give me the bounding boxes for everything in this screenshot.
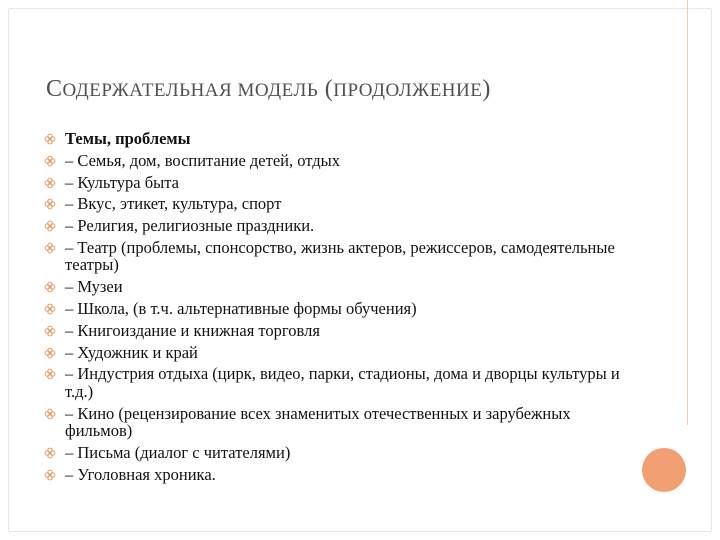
list-item <box>44 405 634 440</box>
flower-bullet-icon <box>44 347 56 359</box>
list-item <box>44 322 634 340</box>
list-item-text: – Театр (проблемы, спонсорство, жизнь актеров, режиссеров, самодеятельные театры) <box>65 237 615 275</box>
list-item <box>44 217 634 235</box>
title-paren-close: ) <box>482 76 491 102</box>
list-item-text: – Индустрия отдыха (цирк, видео, парки, стадионы, дома и дворцы культуры и т.д.) <box>65 364 620 401</box>
list-item <box>44 444 634 462</box>
list-item-text: – Вкус, этикет, культура, спорт <box>65 194 282 214</box>
list-item-text: – Уголовная хроника. <box>65 464 216 484</box>
decorative-orange-circle <box>642 448 686 492</box>
list-item-text: Темы, проблемы <box>65 129 191 148</box>
title-paren-text: ПРОДОЛЖЕНИЕ <box>333 80 483 101</box>
flower-bullet-icon <box>44 303 56 315</box>
title-main: ОДЕРЖАТЕЛЬНАЯ МОДЕЛЬ <box>62 80 319 101</box>
list-item-text: – Книгоиздание и книжная торговля <box>65 320 320 340</box>
topic-list <box>44 130 634 488</box>
flower-bullet-icon <box>44 220 56 232</box>
flower-bullet-icon <box>44 133 56 145</box>
flower-bullet-icon <box>44 242 56 254</box>
list-item <box>44 365 634 400</box>
flower-bullet-icon <box>44 281 56 293</box>
list-item <box>44 466 634 484</box>
flower-bullet-icon <box>44 408 56 420</box>
list-item <box>44 300 634 318</box>
list-item-text: – Семья, дом, воспитание детей, отдых <box>65 150 340 170</box>
flower-bullet-icon <box>44 155 56 167</box>
list-item <box>44 174 634 192</box>
flower-bullet-icon <box>44 447 56 459</box>
title-initial: С <box>46 76 63 102</box>
list-item-text: – Религия, религиозные праздники. <box>65 216 315 236</box>
list-item <box>44 239 634 274</box>
list-item-text: – Художник и край <box>65 342 198 362</box>
list-item <box>44 195 634 213</box>
title-paren-open: ( <box>318 76 334 102</box>
list-item-text: – Письма (диалог с читателями) <box>65 443 291 463</box>
list-item <box>44 152 634 170</box>
flower-bullet-icon <box>44 198 56 210</box>
flower-bullet-icon <box>44 469 56 481</box>
list-item <box>44 130 634 148</box>
list-item-text: – Музеи <box>65 277 123 297</box>
list-item-text: – Школа, (в т.ч. альтернативные формы обучения) <box>65 299 417 319</box>
list-item-text: – Кино (рецензирование всех знаменитых отечественных и зарубежных фильмов) <box>65 403 571 441</box>
flower-bullet-icon <box>44 177 56 189</box>
decorative-vertical-line <box>687 0 688 425</box>
flower-bullet-icon <box>44 368 56 380</box>
flower-bullet-icon <box>44 325 56 337</box>
list-item <box>44 278 634 296</box>
slide-title <box>46 76 491 103</box>
list-item <box>44 344 634 362</box>
list-item-text: – Культура быта <box>65 172 179 192</box>
